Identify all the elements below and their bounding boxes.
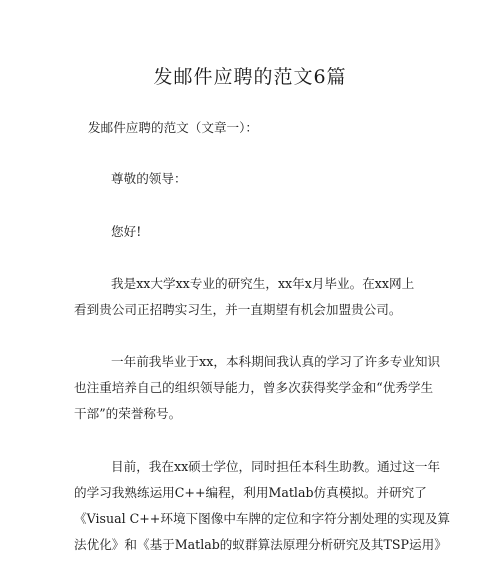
paragraph-3-line-1: 目前，我在xx硕士学位，同时担任本科生助教。通过这一年 bbox=[111, 459, 441, 474]
greeting: 您好! bbox=[111, 224, 142, 239]
document-title: 发邮件应聘的范文6篇 bbox=[153, 66, 347, 88]
paragraph-2-line-3: 干部”的荣誉称号。 bbox=[74, 406, 182, 421]
paragraph-1-line-1: 我是xx大学xx专业的研究生，xx年x月毕业。在xx网上 bbox=[111, 276, 415, 291]
paragraph-3-line-4: 法优化》和《基于Matlab的蚁群算法原理分析研究及其TSP运用》 bbox=[74, 537, 447, 552]
salutation: 尊敬的领导： bbox=[111, 171, 187, 186]
paragraph-2-line-2: 也注重培养自己的组织领导能力，曾多次获得奖学金和“优秀学生 bbox=[74, 380, 434, 395]
paragraph-1-line-2: 看到贵公司正招聘实习生，并一直期望有机会加盟贵公司。 bbox=[74, 302, 402, 317]
paragraph-2-line-1: 一年前我毕业于xx，本科期间我认真的学习了许多专业知识 bbox=[111, 354, 441, 369]
section-heading: 发邮件应聘的范文（文章一）： bbox=[88, 120, 259, 135]
paragraph-3-line-3: 《Visual C++环境下图像中车牌的定位和字符分割处理的实现及算 bbox=[74, 511, 451, 526]
paragraph-3-line-2: 的学习我熟练运用C++编程，利用Matlab仿真模拟。并研究了 bbox=[74, 485, 427, 500]
